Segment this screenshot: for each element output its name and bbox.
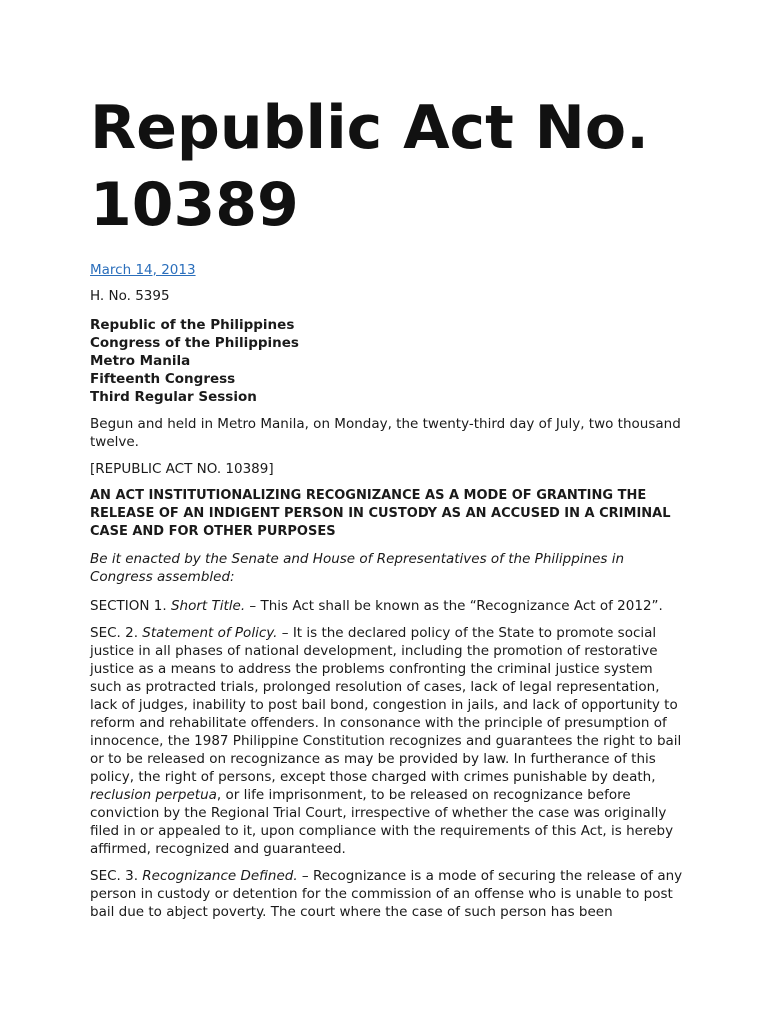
section-1 (90, 597, 685, 615)
section-body: – This Act shall be known as the “Recognizance Act of 2012”. (245, 598, 663, 614)
house-number: H. No. 5395 (90, 288, 170, 304)
section-3 (90, 867, 685, 921)
section-heading: Statement of Policy. (142, 625, 278, 641)
section-body: – Recognizance is a mode of securing the release of any person in custody or detention for the commission of an offense who is unable to post bail due to abject poverty. The court where the case of such person has been (90, 868, 683, 920)
enacting-clause: Be it enacted by the Senate and House of Representatives of the Philippines in Congress assembled: (90, 551, 625, 585)
section-prefix: SEC. 2. (90, 625, 143, 641)
act-long-title: AN ACT INSTITUTIONALIZING RECOGNIZANCE AS A MODE OF GRANTING THE RELEASE OF AN INDIGENT PERSON IN CUSTODY AS AN ACCUSED IN A CRIMINAL CASE AND FOR OTHER PURPOSES (90, 488, 671, 539)
section-heading: Short Title. (170, 598, 246, 614)
session-statement: Begun and held in Metro Manila, on Monday, the twenty-third day of July, two thousand twelve. (90, 416, 681, 450)
header-line: Metro Manila (90, 353, 191, 369)
section-heading: Recognizance Defined. (142, 868, 298, 884)
act-number-bracket: [REPUBLIC ACT NO. 10389] (90, 461, 274, 477)
section-2 (90, 624, 685, 858)
latin-term: reclusion perpetua (90, 787, 217, 803)
header-line: Republic of the Philippines (90, 317, 295, 333)
header-line: Third Regular Session (90, 389, 257, 405)
section-prefix: SEC. 3. (90, 868, 143, 884)
congress-header (90, 316, 685, 406)
document-title: Republic Act No. 10389 (90, 93, 649, 240)
header-line: Fifteenth Congress (90, 371, 236, 387)
section-body: – It is the declared policy of the State to promote social justice in all phases of national development, including the promotion of restorative justice as a means to address the problems confronting the criminal justice system such as protracted trials, prolonged resolution of cases, lack of legal representation, lack of judges, inability to post bail bond, congestion in jails, and lack of opportunity to reform and rehabilitate offenders. In consonance with the principle of presumption of innocence, the 1987 Philippine Constitution recognizes and guarantees the right to bail or to be released on recognizance as may be provided by law. In furtherance of this policy, the right of persons, except those charged with crimes punishable by death, (90, 625, 682, 785)
header-line: Congress of the Philippines (90, 335, 299, 351)
section-prefix: SECTION 1. (90, 598, 171, 614)
date-link[interactable]: March 14, 2013 (90, 262, 196, 278)
section-body-continued: , or life imprisonment, to be released on recognizance before conviction by the Regional Trial Court, irrespective of whether the case was originally filed in or appealed to it, upon compliance with the requirements of this Act, is hereby affirmed, recognized and guaranteed. (90, 787, 674, 857)
